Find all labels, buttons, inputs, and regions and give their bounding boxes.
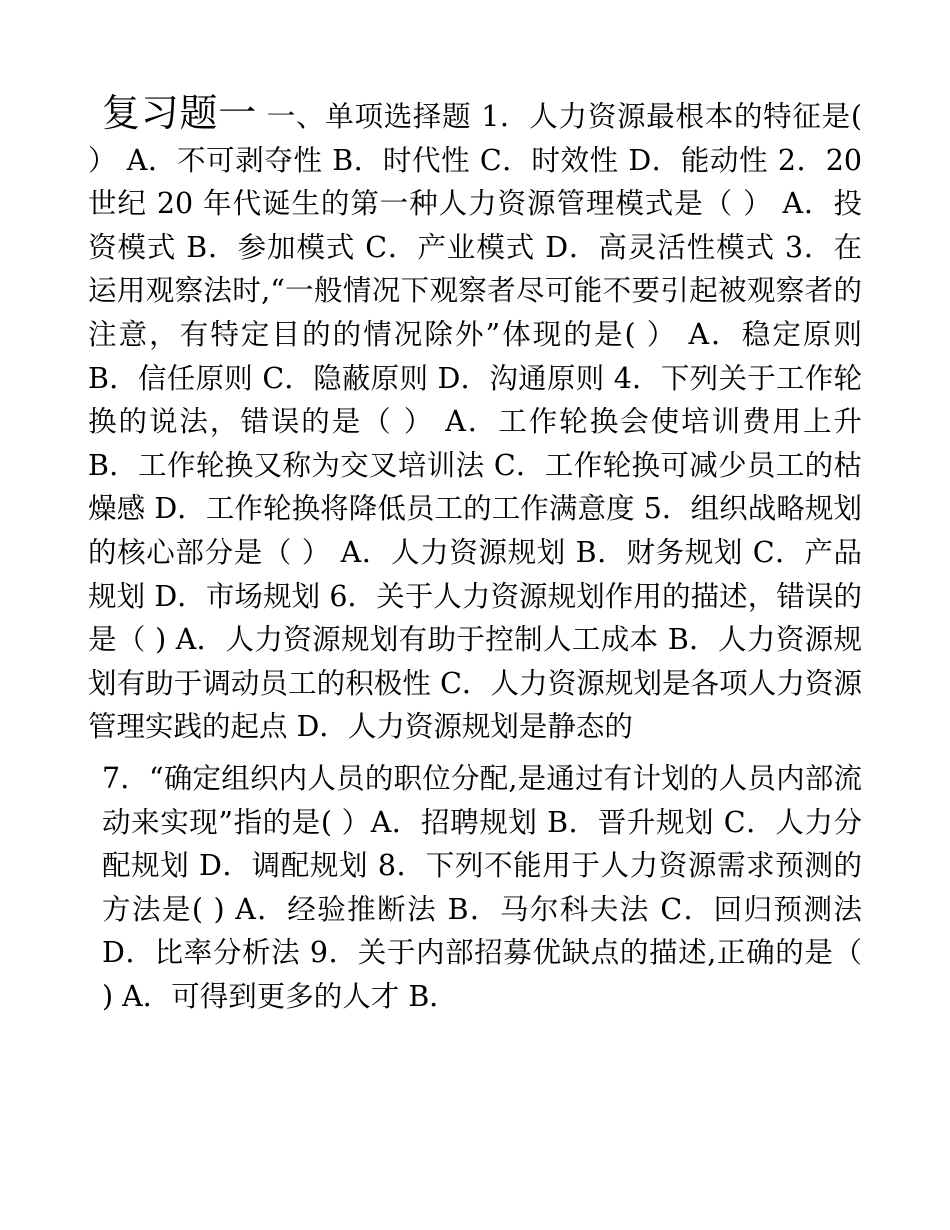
paragraph-2: 7．“确定组织内人员的职位分配,是通过有计划的人员内部流动来实现”指的是( ）A．招聘规划 B．晋升规划 C．人力分配规划 D．调配规划 8．下列不能用于人力资源需求预测的方法是( ) A．经验推断法 B．马尔科夫法 C．回归预测法 D．比率分析法 9．关于内部招募优缺点的描述,正确的是（ ) A．可得到更多的人才 B． [102,761,862,1013]
paragraph-1 [88,92,862,749]
document-page [88,92,862,1018]
paragraph-1-text: 一、单项选择题 1．人力资源最根本的特征是( ） A．不可剥夺性 B．时代性 C．时效性 D．能动性 2．20 世纪 20 年代诞生的第一种人力资源管理模式是（ ） A．投资模式 B．参加模式 C．产业模式 D．高灵活性模式 3．在运用观察法时,“一般情况下观察者尽可能不要引起被观察者的注意，有特定目的的情况除外”体现的是( ） A．稳定原则 B．信任原则 C．隐蔽原则 D．沟通原则 4．下列关于工作轮换的说法，错误的是（ ） A．工作轮换会使培训费用上升 B．工作轮换又称为交叉培训法 C．工作轮换可减少员工的枯燥感 D．工作轮换将降低员工的工作满意度 5．组织战略规划的核心部分是（ ） A．人力资源规划 B．财务规划 C．产品规划 D．市场规划 6．关于人力资源规划作用的描述，错误的是（ ) A．人力资源规划有助于控制人工成本 B．人力资源规划有助于调动员工的积极性 C．人力资源规划是各项人力资源管理实践的起点 D．人力资源规划是静态的 [88,100,862,744]
document-title: 复习题一 [102,91,257,135]
